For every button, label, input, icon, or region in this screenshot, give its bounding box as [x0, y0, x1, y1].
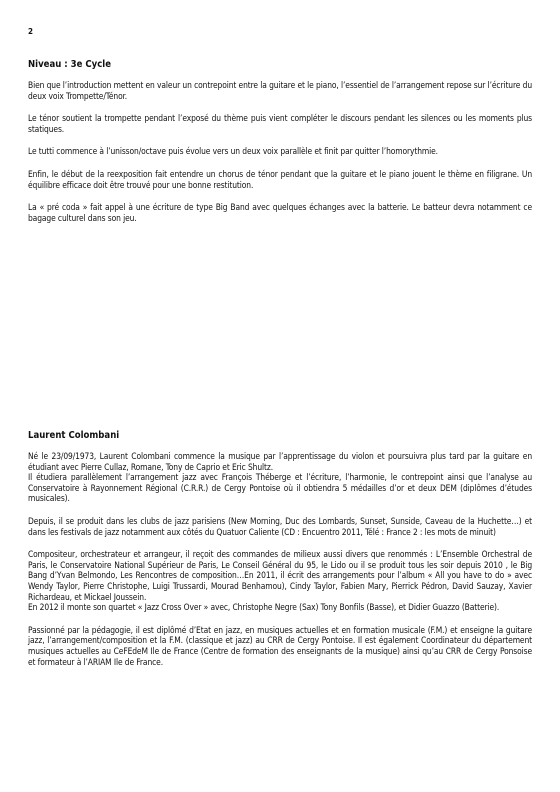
niveau-paragraph: Bien que l’introduction mettent en valeur un contrepoint entre la guitare et le piano, l’essentiel de l’arrangement repose sur l’écriture du deux voix Trompette/Ténor. — [28, 80, 532, 101]
biography-section — [28, 430, 532, 679]
biography-paragraph: Compositeur, orchestrateur et arrangeur, il reçoit des commandes de milieux aussi divers que renommés : L’Ensemble Orchestral de Paris, le Conservatoire National Supérieur de Paris, Le Conseil Général du 95, le Lido ou il se produit tous les soir depuis 2010 , le Big Bang d’Yvan Belmondo, Les Rencontres de composition…En 2011, il écrit des arrangements pour l’album « All you have to do » avec Wendy Taylor, Pierre Christophe, Luigi Trussardi, Mourad Benhamou), Cindy Taylor, Fabien Mary, Pierrick Pédron, David Sauzay, Xavier Richardeau, et Mickael Joussein. — [28, 549, 532, 602]
niveau-section — [28, 59, 532, 235]
niveau-paragraph: Enfin, le début de la reexposition fait entendre un chorus de ténor pendant que la guitare et le piano jouent le thème en filigrane. Un équilibre efficace doit être trouvé pour une bonne restitution. — [28, 168, 532, 190]
biography-paragraph: Passionné par la pédagogie, il est diplômé d’Etat en jazz, en musiques actuelles et en formation musicale (F.M.) et enseigne la guitare jazz, l’arrangement/composition et la F.M. (classique et jazz) au CRR de Cergy Pontoise. Il est également Coordinateur du département musiques actuelles au CeFEdeM Ile de France (Centre de formation des enseignants de la musique) ainsi qu’au CRR de Cergy Ponsoise et formateur à l’ARIAM Ile de France. — [28, 624, 532, 667]
biography-paragraph: Né le 23/09/1973, Laurent Colombani commence la musique par l’apprentissage du violon et poursuivra plus tard par la guitare en étudiant avec Pierre Cullaz, Romane, Tony de Caprio et Eric Shultz. — [28, 451, 532, 472]
niveau-paragraph: Le ténor soutient la trompette pendant l’exposé du thème puis vient compléter le discours pendant les silences ou les moments plus statiques. — [28, 113, 532, 134]
biography-paragraph: Il étudiera parallèlement l’arrangement jazz avec François Théberge et l’écriture, l’harmonie, le contrepoint ainsi que l’analyse au Conservatoire à Rayonnement Régional (C.R.R.) de Cergy Pontoise où il obtiendra 5 médailles d’or et deux DEM (diplômes d’études musicales). — [28, 472, 532, 504]
page-number: 2 — [28, 27, 34, 36]
biography-paragraph: En 2012 il monte son quartet « Jazz Cross Over » avec, Christophe Negre (Sax) Tony Bonfils (Basse), et Didier Guazzo (Batterie). — [28, 602, 500, 613]
niveau-heading: Niveau : 3e Cycle — [28, 59, 112, 70]
biography-heading: Laurent Colombani — [28, 430, 120, 441]
biography-paragraph: Depuis, il se produit dans les clubs de jazz parisiens (New Morning, Duc des Lombards, Sunset, Sunside, Caveau de la Huchette…) et dans les festivals de jazz notamment aux côtés du Quatuor Caliente (CD : Encuentro 2011, Télé : France 2 : les mots de minuit) — [28, 515, 532, 537]
niveau-paragraph: Le tutti commence à l’unisson/octave puis évolue vers un deux voix parallèle et finit par quitter l’homorythmie. — [28, 146, 438, 157]
niveau-paragraph: La « pré coda » fait appel à une écriture de type Big Band avec quelques échanges avec la batterie. Le batteur devra notamment ce bagage culturel dans son jeu. — [28, 202, 532, 223]
